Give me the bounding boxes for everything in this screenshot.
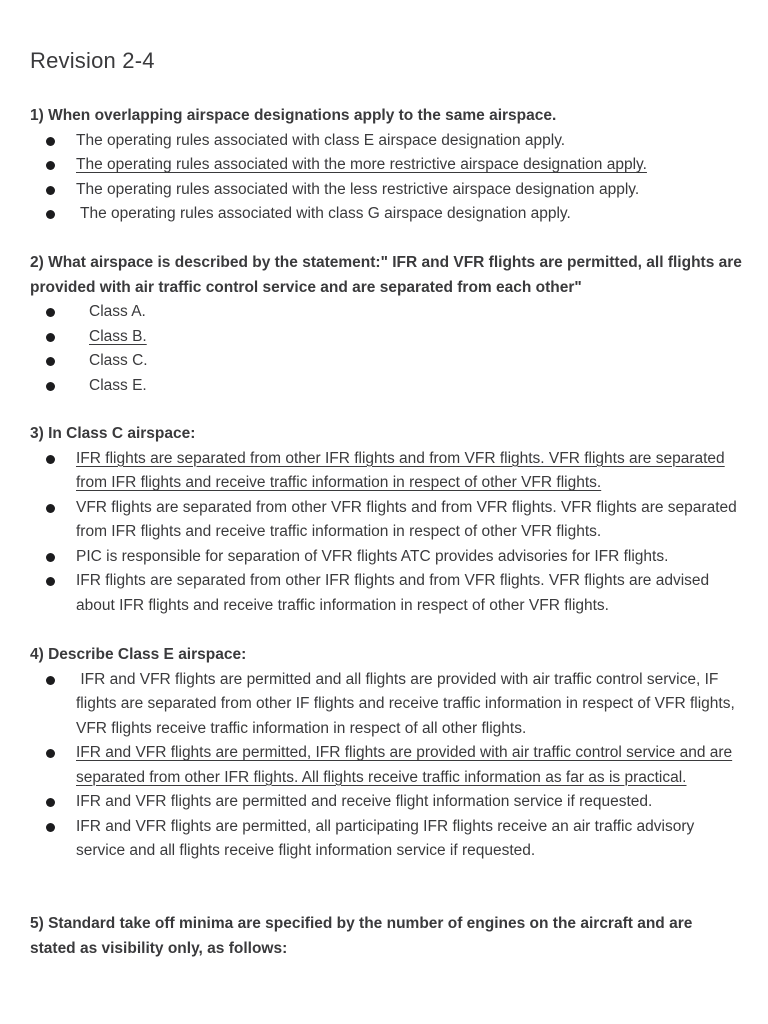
option-item-answer bbox=[30, 741, 742, 790]
option-item bbox=[30, 374, 742, 399]
option-item bbox=[30, 790, 742, 815]
option-text: IFR and VFR flights are permitted, IFR flights are provided with air traffic control service and are separated from other IFR flights. All flights receive traffic information as far as is practical. bbox=[76, 744, 733, 786]
question-1 bbox=[30, 104, 742, 227]
bullet-icon bbox=[46, 577, 55, 586]
bullet-icon bbox=[46, 823, 55, 832]
bullet-icon bbox=[46, 333, 55, 342]
option-text: Class E. bbox=[89, 376, 147, 394]
option-item bbox=[30, 496, 742, 545]
bullet-icon bbox=[46, 137, 55, 146]
bullet-icon bbox=[46, 357, 55, 366]
bullet-icon bbox=[46, 553, 55, 562]
question-text: 3) In Class C airspace: bbox=[30, 425, 196, 442]
question-5 bbox=[30, 912, 742, 961]
option-text: The operating rules associated with class G airspace designation apply. bbox=[76, 205, 571, 222]
question-text: 2) What airspace is described by the statement:" IFR and VFR flights are permitted, all flights are provided with air traffic control service and are separated from each other" bbox=[30, 254, 742, 296]
question-4 bbox=[30, 643, 742, 864]
bullet-icon bbox=[46, 749, 55, 758]
option-text: The operating rules associated with class E airspace designation apply. bbox=[76, 131, 566, 149]
option-item-answer bbox=[30, 325, 742, 350]
option-text: VFR flights are separated from other VFR flights and from VFR flights. VFR flights are separated from IFR flights and receive traffic information in respect of other VFR flights. bbox=[76, 498, 737, 540]
option-item bbox=[30, 349, 742, 374]
option-list bbox=[30, 300, 742, 398]
option-item bbox=[30, 129, 742, 154]
question-text: 5) Standard take off minima are specified by the number of engines on the aircraft and are stated as visibility only, as follows: bbox=[30, 915, 693, 957]
option-text: Class C. bbox=[89, 352, 148, 369]
option-item bbox=[30, 545, 742, 570]
page-title: Revision 2-4 bbox=[30, 48, 155, 73]
option-text: The operating rules associated with the more restrictive airspace designation apply. bbox=[76, 156, 647, 173]
bullet-icon bbox=[46, 186, 55, 195]
bullet-icon bbox=[46, 504, 55, 513]
bullet-icon bbox=[46, 210, 55, 219]
question-3 bbox=[30, 422, 742, 618]
option-item bbox=[30, 668, 742, 742]
question-2 bbox=[30, 251, 742, 398]
bullet-icon bbox=[46, 676, 55, 685]
option-text: The operating rules associated with the less restrictive airspace designation apply. bbox=[76, 180, 640, 198]
option-list bbox=[30, 129, 742, 227]
option-item bbox=[30, 569, 742, 618]
option-text: Class A. bbox=[89, 303, 146, 320]
bullet-icon bbox=[46, 382, 55, 391]
option-item-answer bbox=[30, 447, 742, 496]
bullet-icon bbox=[46, 455, 55, 464]
option-text: IFR flights are separated from other IFR flights and from VFR flights. VFR flights are advised about IFR flights and receive traffic information in respect of other VFR flights. bbox=[76, 572, 710, 614]
option-text: PIC is responsible for separation of VFR flights ATC provides advisories for IFR flights. bbox=[76, 547, 669, 565]
option-item bbox=[30, 202, 742, 227]
option-text: IFR and VFR flights are permitted and all flights are provided with air traffic control service, IF flights are separated from other IF flights and receive traffic information in respect of VFR flights, VFR flights receive traffic information in respect of all other flights. bbox=[76, 670, 740, 737]
bullet-icon bbox=[46, 161, 55, 170]
option-item bbox=[30, 815, 742, 864]
option-text: IFR flights are separated from other IFR flights and from VFR flights. VFR flights are separated from IFR flights and receive traffic information in respect of other VFR flights. bbox=[76, 449, 725, 491]
question-text: 4) Describe Class E airspace: bbox=[30, 646, 247, 663]
question-text: 1) When overlapping airspace designations apply to the same airspace. bbox=[30, 107, 557, 124]
bullet-icon bbox=[46, 798, 55, 807]
option-item-answer bbox=[30, 153, 742, 178]
option-item bbox=[30, 178, 742, 203]
option-list bbox=[30, 668, 742, 864]
option-list bbox=[30, 447, 742, 619]
option-item bbox=[30, 300, 742, 325]
option-text: Class B. bbox=[89, 327, 147, 345]
option-text: IFR and VFR flights are permitted, all participating IFR flights receive an air traffic advisory service and all flights receive flight information service if requested. bbox=[76, 817, 695, 859]
option-text: IFR and VFR flights are permitted and receive flight information service if requested. bbox=[76, 793, 653, 810]
bullet-icon bbox=[46, 308, 55, 317]
